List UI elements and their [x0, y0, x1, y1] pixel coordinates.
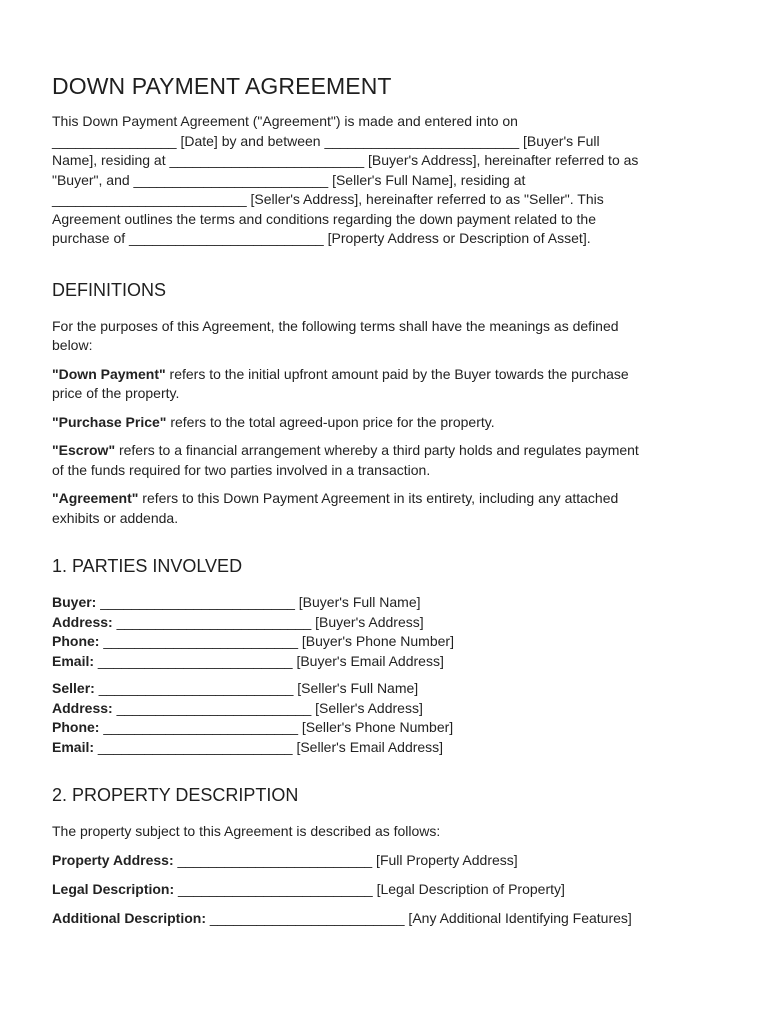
field-value: _________________________ [Buyer's Phone Number]: [99, 633, 454, 649]
field-label: Phone:: [52, 719, 100, 735]
buyer-name-field: [52, 593, 710, 613]
additional-description-field: [52, 909, 710, 929]
definition-text: refers to this Down Payment Agreement in its entirety, including any attached: [138, 490, 619, 506]
definitions-intro: [52, 317, 710, 356]
definition-term: "Escrow": [52, 442, 116, 458]
definition-text: price of the property.: [52, 385, 180, 401]
field-label: Address:: [52, 699, 113, 716]
definitions-heading: DEFINITIONS: [52, 279, 167, 300]
field-label: Email:: [52, 738, 95, 755]
definition-term: "Down Payment": [52, 365, 166, 382]
definition-term: "Agreement": [52, 490, 139, 506]
field-label: Property Address:: [52, 851, 174, 868]
field-value: _________________________ [Seller's Address]: [112, 699, 423, 716]
intro-line: "Buyer", and _________________________ [Seller's Full Name], residing at: [52, 171, 526, 188]
property-intro: The property subject to this Agreement is described as follows:: [52, 823, 441, 839]
intro-line: purchase of _________________________ [Property Address or Description of Asset].: [52, 230, 591, 246]
parties-heading: 1. PARTIES INVOLVED: [52, 556, 243, 576]
seller-address-field: [52, 699, 710, 719]
property-address-field: [52, 851, 710, 871]
buyer-phone-field: [52, 632, 710, 652]
field-value: _________________________ [Seller's Phone Number]: [99, 719, 454, 735]
definitions-intro-line: For the purposes of this Agreement, the following terms shall have the meanings as defined: [52, 317, 619, 334]
field-label: Email:: [52, 652, 95, 669]
field-value: _________________________ [Legal Description of Property]: [174, 880, 565, 897]
seller-phone-field: [52, 718, 710, 738]
definition-purchase-price: [52, 413, 710, 433]
intro-paragraph: [52, 112, 710, 249]
definition-text: exhibits or addenda.: [52, 509, 179, 526]
field-value: _________________________ [Buyer's Full Name]: [96, 594, 421, 610]
field-label: Address:: [52, 613, 113, 630]
intro-line: _________________________ [Seller's Address], hereinafter referred to as "Seller". This: [52, 191, 604, 207]
buyer-address-field: [52, 613, 710, 633]
legal-description-field: [52, 880, 710, 900]
field-value: _________________________ [Seller's Full Name]: [94, 680, 419, 696]
definition-text: of the funds required for two parties involved in a transaction.: [52, 461, 431, 478]
definition-text: refers to a financial arrangement whereby a third party holds and regulates payment: [115, 442, 639, 458]
field-label: Buyer:: [52, 594, 97, 610]
intro-line: This Down Payment Agreement ("Agreement") is made and entered into on: [52, 113, 518, 129]
buyer-details: [52, 593, 710, 671]
definition-text: refers to the total agreed-upon price for the property.: [166, 413, 495, 430]
seller-name-field: [52, 679, 710, 699]
definition-text: refers to the initial upfront amount paid by the Buyer towards the purchase: [165, 365, 629, 382]
definition-agreement: [52, 489, 710, 528]
buyer-email-field: [52, 652, 710, 672]
intro-line: ________________ [Date] by and between _________________________ [Buyer's Full: [52, 132, 600, 149]
seller-email-field: [52, 738, 710, 758]
definitions-intro-line: below:: [52, 337, 93, 353]
document-title: DOWN PAYMENT AGREEMENT: [52, 73, 392, 99]
field-label: Phone:: [52, 633, 100, 649]
intro-line: Agreement outlines the terms and conditions regarding the down payment related to the: [52, 210, 596, 227]
field-label: Seller:: [52, 680, 95, 696]
intro-line: Name], residing at _________________________ [Buyer's Address], hereinafter referred to as: [52, 152, 639, 168]
seller-details: [52, 679, 710, 757]
field-value: _________________________ [Seller's Email Address]: [94, 738, 444, 755]
definition-down-payment: [52, 365, 710, 404]
definition-term: "Purchase Price": [52, 413, 167, 430]
field-label: Additional Description:: [52, 909, 206, 926]
field-value: _________________________ [Buyer's Address]: [112, 613, 424, 630]
field-value: _________________________ [Any Additional Identifying Features]: [206, 909, 632, 926]
field-value: _________________________ [Full Property Address]: [173, 851, 518, 868]
field-value: _________________________ [Buyer's Email Address]: [94, 652, 444, 669]
field-label: Legal Description:: [52, 880, 175, 897]
property-heading: 2. PROPERTY DESCRIPTION: [52, 785, 299, 805]
definition-escrow: [52, 441, 710, 480]
